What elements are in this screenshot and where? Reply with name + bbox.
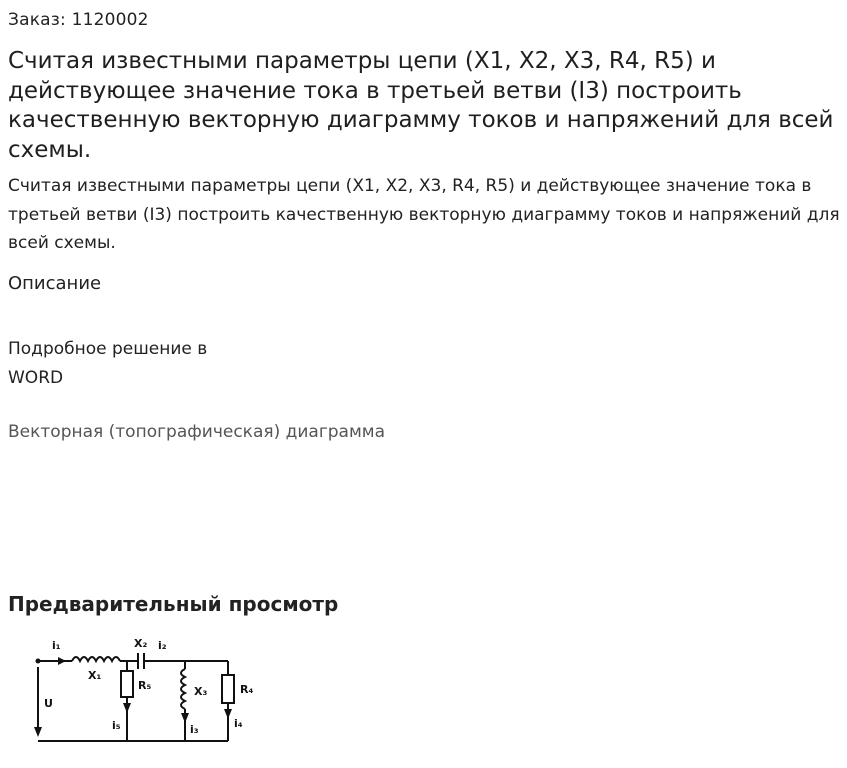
- label-i4: i₄: [234, 717, 243, 730]
- solution-line-2: WORD: [8, 368, 64, 388]
- description-heading: Описание: [8, 273, 102, 294]
- task-description: Считая известными параметры цепи (X1, X2, X3, R4, R5) и действующее значение тока в третьей ветви (I3) построить качественную векторную диаграмму токов и напряжений для всей схемы.: [8, 176, 840, 253]
- i3-arrow: [181, 713, 189, 723]
- label-r4: R₄: [240, 683, 254, 696]
- label-i5: i₅: [112, 719, 121, 732]
- label-i1: i₁: [52, 639, 61, 652]
- input-terminal: [36, 659, 41, 664]
- label-x3: X₃: [194, 685, 208, 698]
- circuit-schematic: [30, 633, 280, 748]
- label-i2: i₂: [158, 639, 167, 652]
- i1-arrow: [58, 657, 66, 665]
- solution-line-1: Подробное решение в: [8, 339, 208, 359]
- solution-note: [8, 335, 268, 393]
- label-x2: X₂: [134, 637, 148, 650]
- label-i3: i₃: [190, 723, 199, 736]
- u-arrow: [34, 727, 42, 737]
- i5-arrow: [123, 703, 131, 713]
- preview-heading: Предварительный просмотр: [8, 592, 339, 616]
- order-number: Заказ: 1120002: [8, 10, 149, 30]
- label-u: U: [44, 697, 53, 710]
- diagram-description: Векторная (топографическая) диаграмма: [8, 422, 386, 442]
- label-x1: X₁: [88, 669, 102, 682]
- i4-arrow: [224, 709, 232, 719]
- page-title: Считая известными параметры цепи (X1, X2, X3, R4, R5) и действующее значение тока в третьей ветви (I3) построить качественную векторную диаграмму токов и напряжений для всей схемы.: [8, 48, 834, 163]
- label-r5: R₅: [138, 679, 152, 692]
